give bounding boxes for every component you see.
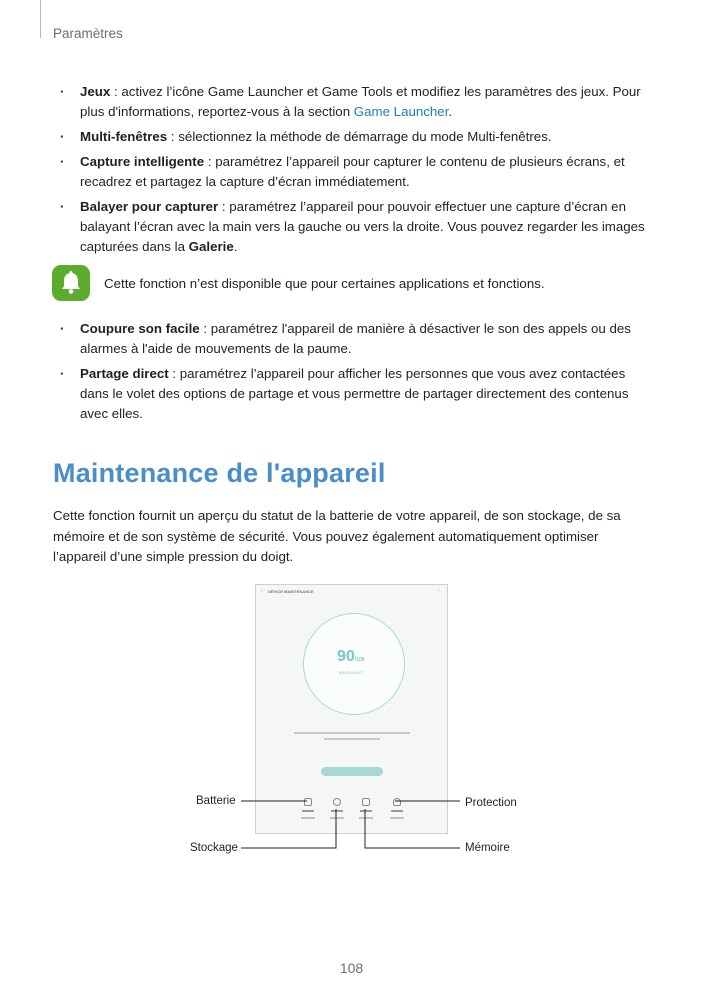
item-term: Coupure son facile — [80, 321, 200, 336]
gallery-term: Galerie — [188, 239, 234, 254]
item-term: Capture intelligente — [80, 154, 205, 169]
item-term: Partage direct — [80, 366, 169, 381]
battery-label: Batterie — [196, 795, 236, 807]
item-text: : sélectionnez la méthode de démarrage du mode Multi-fenêtres. — [167, 129, 552, 144]
item-term: Jeux — [80, 84, 111, 99]
score-value: 90/100 — [337, 648, 365, 665]
storage-label: Stockage — [190, 842, 238, 854]
item-term: Balayer pour capturer — [80, 199, 219, 214]
list-item: · Balayer pour capturer : paramétrez l’appareil pour pouvoir effectuer une capture d’écran en balayant l’écran avec la main vers la gauche ou vers la droite. Vous pouvez regarder les images capturées dans la Galerie. — [60, 197, 645, 257]
storage-leader-line — [241, 809, 336, 848]
item-text: : activez l’icône Game Launcher et Game Tools et modifiez les paramètres des jeux. Pour plus d'informations, reportez-vous à la section — [80, 84, 641, 119]
memory-label: Mémoire — [465, 842, 510, 854]
header-title: Paramètres — [53, 26, 123, 41]
memory-leader-line — [365, 809, 460, 848]
list-item: · Jeux : activez l’icône Game Launcher et Game Tools et modifiez les paramètres des jeux. Pour plus d'informations, reportez-vous à la section Game Launcher. — [60, 82, 645, 122]
score-status: EXCELLENT — [339, 670, 363, 675]
item-text: : paramétrez l’appareil pour capturer le contenu de plusieurs écrans, et recadrez et partagez la capture d’écran immédiatement. — [80, 154, 625, 189]
back-icon: ‹ — [261, 588, 263, 593]
section-intro: Cette fonction fournit un aperçu du statut de la batterie de votre appareil, de son stockage, de sa mémoire et de son système de sécurité. Vous pouvez également automatiquement optimiser l’appareil d’une simple pression du doigt. — [53, 508, 621, 564]
item-text: : paramétrez l'appareil de manière à désactiver le son des appels ou des alarmes à l'aide de mouvements de la paume. — [80, 321, 631, 356]
section-title: Maintenance de l'appareil — [53, 458, 386, 488]
note-text: Cette fonction n’est disponible que pour certaines applications et fonctions. — [104, 276, 545, 291]
item-term: Multi-fenêtres — [80, 129, 168, 144]
item-text: : paramétrez l’appareil pour pouvoir effectuer une capture d’écran en balayant l’écran avec la main vers la gauche ou vers la droite. Vous pouvez regarder les images capturées dans la — [80, 199, 645, 254]
game-launcher-link[interactable]: Game Launcher — [353, 104, 449, 119]
protection-label: Protection — [465, 797, 517, 809]
item-text: : paramétrez l’appareil pour afficher les personnes que vous avez contactées dans le volet des options de partage et vous permettre de partager directement des contenus avec elles. — [80, 366, 629, 421]
more-options-icon: ⋮ — [437, 588, 441, 593]
screen-title: DEVICE MAINTENANCE — [268, 589, 314, 594]
page-number: 108 — [339, 960, 364, 976]
